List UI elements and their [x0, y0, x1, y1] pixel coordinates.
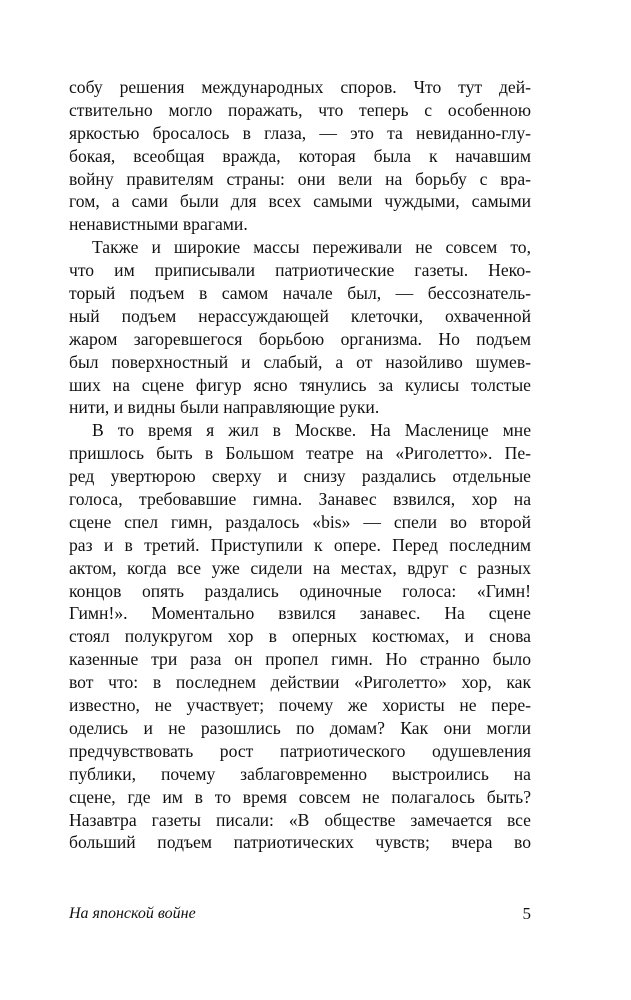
text-line: сцене спел гимн, раздалось «bis» — спели во второй: [69, 511, 531, 532]
text-line: оделись и не разошлись по домам? Как они могли: [69, 717, 531, 738]
page-footer: [69, 902, 531, 926]
body-text: [69, 76, 531, 854]
text-line: известно, не участвует; почему же хористы не пере-: [69, 695, 531, 716]
text-line: стоял полукругом хор в оперных костюмах, и снова: [69, 626, 531, 647]
text-line: нити, и видны были направляющие руки.: [69, 397, 380, 418]
text-line: жаром загоревшегося борьбою организма. Но подъем: [69, 328, 531, 349]
text-line: что им приписывали патриотические газеты. Неко-: [69, 260, 531, 281]
text-line: Гимн!». Моментально взвился занавес. На сцене: [69, 603, 531, 624]
text-line: публики, почему заблаговременно выстроились на: [69, 763, 531, 784]
text-line: предчувствовать рост патриотического одушевления: [69, 740, 531, 761]
text-line: войну правителям страны: они вели на борьбу с вра-: [69, 168, 531, 189]
text-line: ный подъем нерассуждающей клеточки, охваченной: [69, 305, 531, 326]
text-line: В то время я жил в Москве. На Масленице мне: [92, 420, 531, 441]
text-line: пришлось быть в Большом театре на «Риголетто». Пе-: [69, 443, 531, 464]
running-footer-title: На японской войне: [69, 905, 196, 922]
text-line: ред увертюрою сверху и снизу раздались отдельные: [69, 466, 531, 487]
text-line: был поверхностный и слабый, а от назойливо шумев-: [69, 351, 531, 372]
text-line: ненавистными врагами.: [69, 214, 248, 235]
page-number: 5: [522, 904, 531, 923]
text-line: больший подъем патриотических чувств; вчера во: [69, 832, 531, 853]
text-line: казенные три раза он пропел гимн. Но странно было: [69, 649, 531, 670]
text-line: бокая, всеобщая вражда, которая была к начавшим: [69, 145, 531, 166]
text-line: сцене, где им в то время совсем не полагалось быть?: [69, 786, 531, 807]
text-line: ших на сцене фигур ясно тянулись за кулисы толстые: [69, 374, 531, 395]
text-line: собу решения международных споров. Что тут дей-: [69, 77, 531, 97]
text-line: ствительно могло поражать, что теперь с особенною: [69, 99, 531, 120]
text-line: Назавтра газеты писали: «В обществе замечается все: [69, 809, 531, 830]
text-line: голоса, требовавшие гимна. Занавес взвился, хор на: [69, 489, 531, 510]
text-line: торый подъем в самом начале был, — бессознатель-: [69, 283, 531, 304]
text-line: раз и в третий. Приступили к опере. Перед последним: [69, 534, 531, 555]
text-line: яркостью бросалось в глаза, — это та невиданно-глу-: [69, 122, 531, 143]
text-line: концов опять раздались одиночные голоса: «Гимн!: [69, 580, 531, 601]
text-line: Также и широкие массы переживали не совсем то,: [92, 237, 531, 258]
text-line: гом, а сами были для всех самыми чуждыми, самыми: [69, 191, 531, 212]
text-line: вот что: в последнем действии «Риголетто» хор, как: [69, 672, 531, 693]
text-line: актом, когда все уже сидели на местах, вдруг с разных: [69, 557, 531, 578]
